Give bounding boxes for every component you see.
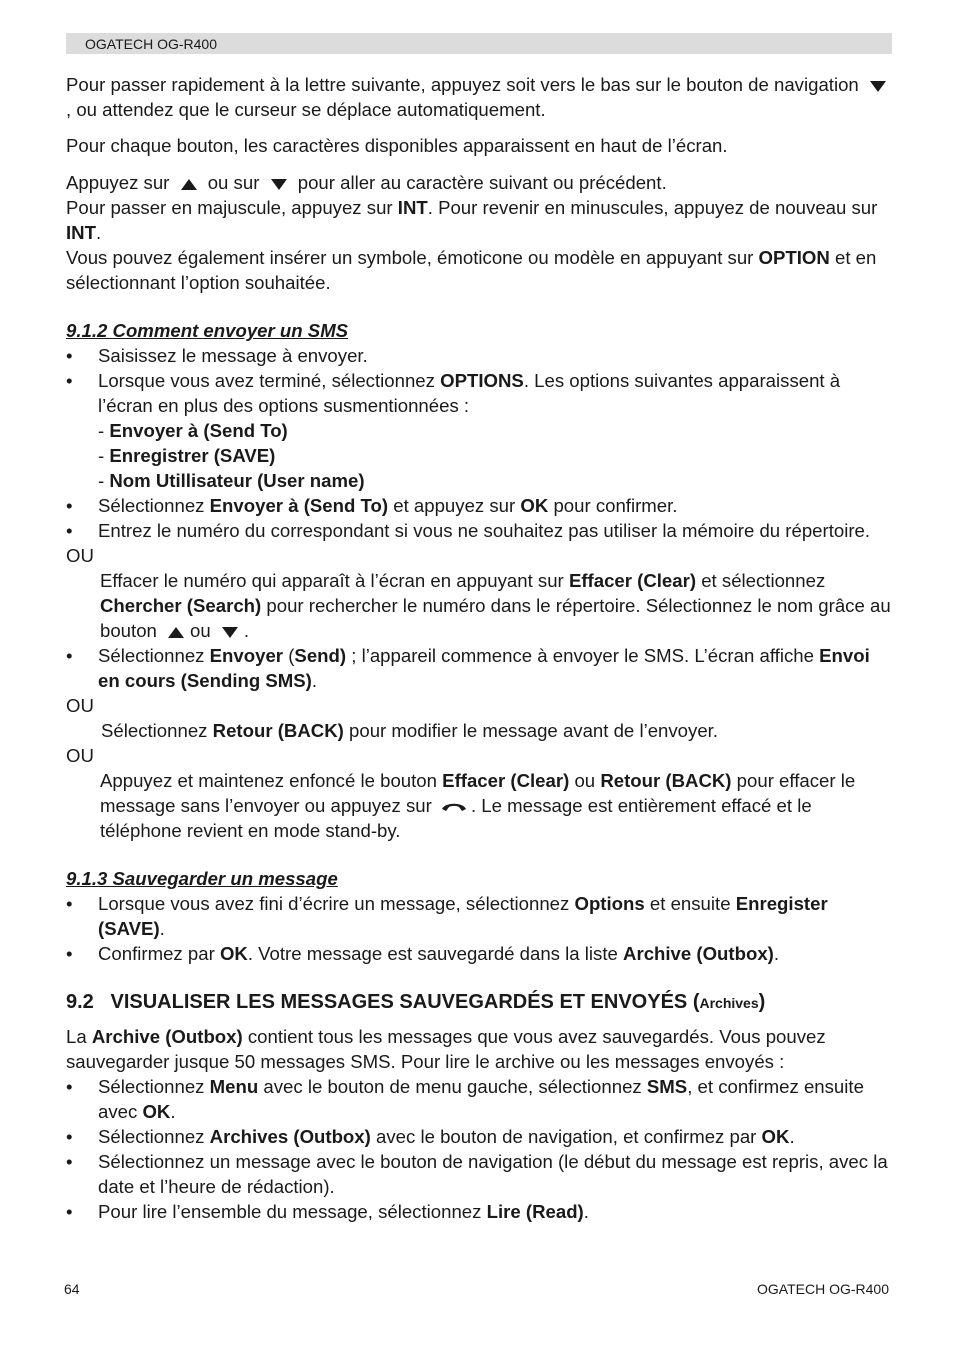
nav-up-icon bbox=[168, 627, 184, 638]
option-save: - Enregistrer (SAVE) bbox=[98, 445, 276, 466]
alternative-back: Sélectionnez Retour (BACK) pour modifier le message avant de l’envoyer. bbox=[101, 720, 718, 741]
paragraph-symbols: Vous pouvez également insérer un symbole, émoticone ou modèle en appuyant sur OPTION et en sélectionnant l’option souhaitée. bbox=[66, 247, 877, 293]
header-title: OGATECH OG-R400 bbox=[85, 36, 217, 52]
list-item: • Sélectionnez un message avec le bouton de navigation (le début du message est repris, avec la date et l’heure de rédaction). bbox=[66, 1151, 888, 1197]
option-send-to: - Envoyer à (Send To) bbox=[98, 420, 288, 441]
list-item: • Sélectionnez Menu avec le bouton de menu gauche, sélectionnez SMS, et confirmez ensuite avec OK. bbox=[66, 1076, 864, 1122]
page-number: 64 bbox=[64, 1281, 80, 1297]
paragraph-next-letter: Pour passer rapidement à la lettre suivante, appuyez soit vers le bas sur le bouton de navigation , ou attendez que le curseur se déplace automatiquement. bbox=[66, 72, 892, 122]
list-item: • Entrez le numéro du correspondant si vous ne souhaitez pas utiliser la mémoire du répertoire. bbox=[66, 520, 871, 541]
paragraph-navigate: Appuyez sur ou sur pour aller au caractère suivant ou précédent. bbox=[66, 172, 667, 193]
page-content bbox=[66, 72, 892, 1224]
or-label: OU bbox=[66, 695, 94, 716]
footer-title: OGATECH OG-R400 bbox=[757, 1281, 889, 1297]
list-item: • Pour lire l’ensemble du message, sélectionnez Lire (Read). bbox=[66, 1201, 589, 1222]
list-item: • Lorsque vous avez terminé, sélectionnez OPTIONS. Les options suivantes apparaissent à l’écran en plus des options susmentionnées : bbox=[66, 370, 841, 416]
alternative-clear-search: Effacer le numéro qui apparaît à l’écran en appuyant sur Effacer (Clear) et sélectionnez Chercher (Search) pour rechercher le numéro dans le répertoire. Sélectionnez le nom grâce au bouton ou . bbox=[100, 570, 891, 641]
list-item: • Lorsque vous avez fini d’écrire un message, sélectionnez Options et ensuite Enregister (SAVE). bbox=[66, 893, 828, 939]
section-heading-send-sms: 9.1.2 Comment envoyer un SMS bbox=[66, 320, 349, 341]
section-heading-view-messages: 9.2 VISUALISER LES MESSAGES SAUVEGARDÉS ET ENVOYÉS (Archives) bbox=[66, 991, 766, 1013]
or-label: OU bbox=[66, 545, 94, 566]
header-bar bbox=[66, 33, 892, 54]
list-item: • Sélectionnez Envoyer (Send) ; l’appareil commence à envoyer le SMS. L’écran affiche Envoi en cours (Sending SMS). bbox=[66, 645, 870, 691]
paragraph-uppercase: Pour passer en majuscule, appuyez sur INT. Pour revenir en minuscules, appuyez de nouveau sur INT. bbox=[66, 197, 878, 243]
end-call-icon bbox=[441, 801, 467, 813]
list-item: • Sélectionnez Archives (Outbox) avec le bouton de navigation, et confirmez par OK. bbox=[66, 1126, 795, 1147]
paragraph-archive-intro: La Archive (Outbox) contient tous les messages que vous avez sauvegardés. Vous pouvez sauvegarder jusque 50 messages SMS. Pour lire le archive ou les messages envoyés : bbox=[66, 1026, 826, 1072]
nav-down-icon bbox=[222, 627, 238, 638]
nav-down-icon bbox=[271, 179, 287, 190]
list-item: • Saisissez le message à envoyer. bbox=[66, 345, 368, 366]
paragraph-characters: Pour chaque bouton, les caractères disponibles apparaissent en haut de l’écran. bbox=[66, 135, 728, 156]
option-user-name: - Nom Utillisateur (User name) bbox=[98, 470, 365, 491]
nav-down-icon bbox=[870, 81, 886, 92]
nav-up-icon bbox=[181, 179, 197, 190]
alternative-clear-message: Appuyez et maintenez enfoncé le bouton Effacer (Clear) ou Retour (BACK) pour effacer le message sans l’envoyer ou appuyez sur . Le message est entièrement effacé et le téléphone revient en mode stand-by. bbox=[100, 770, 856, 841]
list-item: • Confirmez par OK. Votre message est sauvegardé dans la liste Archive (Outbox). bbox=[66, 943, 780, 964]
list-item: • Sélectionnez Envoyer à (Send To) et appuyez sur OK pour confirmer. bbox=[66, 495, 678, 516]
or-label: OU bbox=[66, 745, 94, 766]
section-heading-save-message: 9.1.3 Sauvegarder un message bbox=[66, 868, 338, 889]
